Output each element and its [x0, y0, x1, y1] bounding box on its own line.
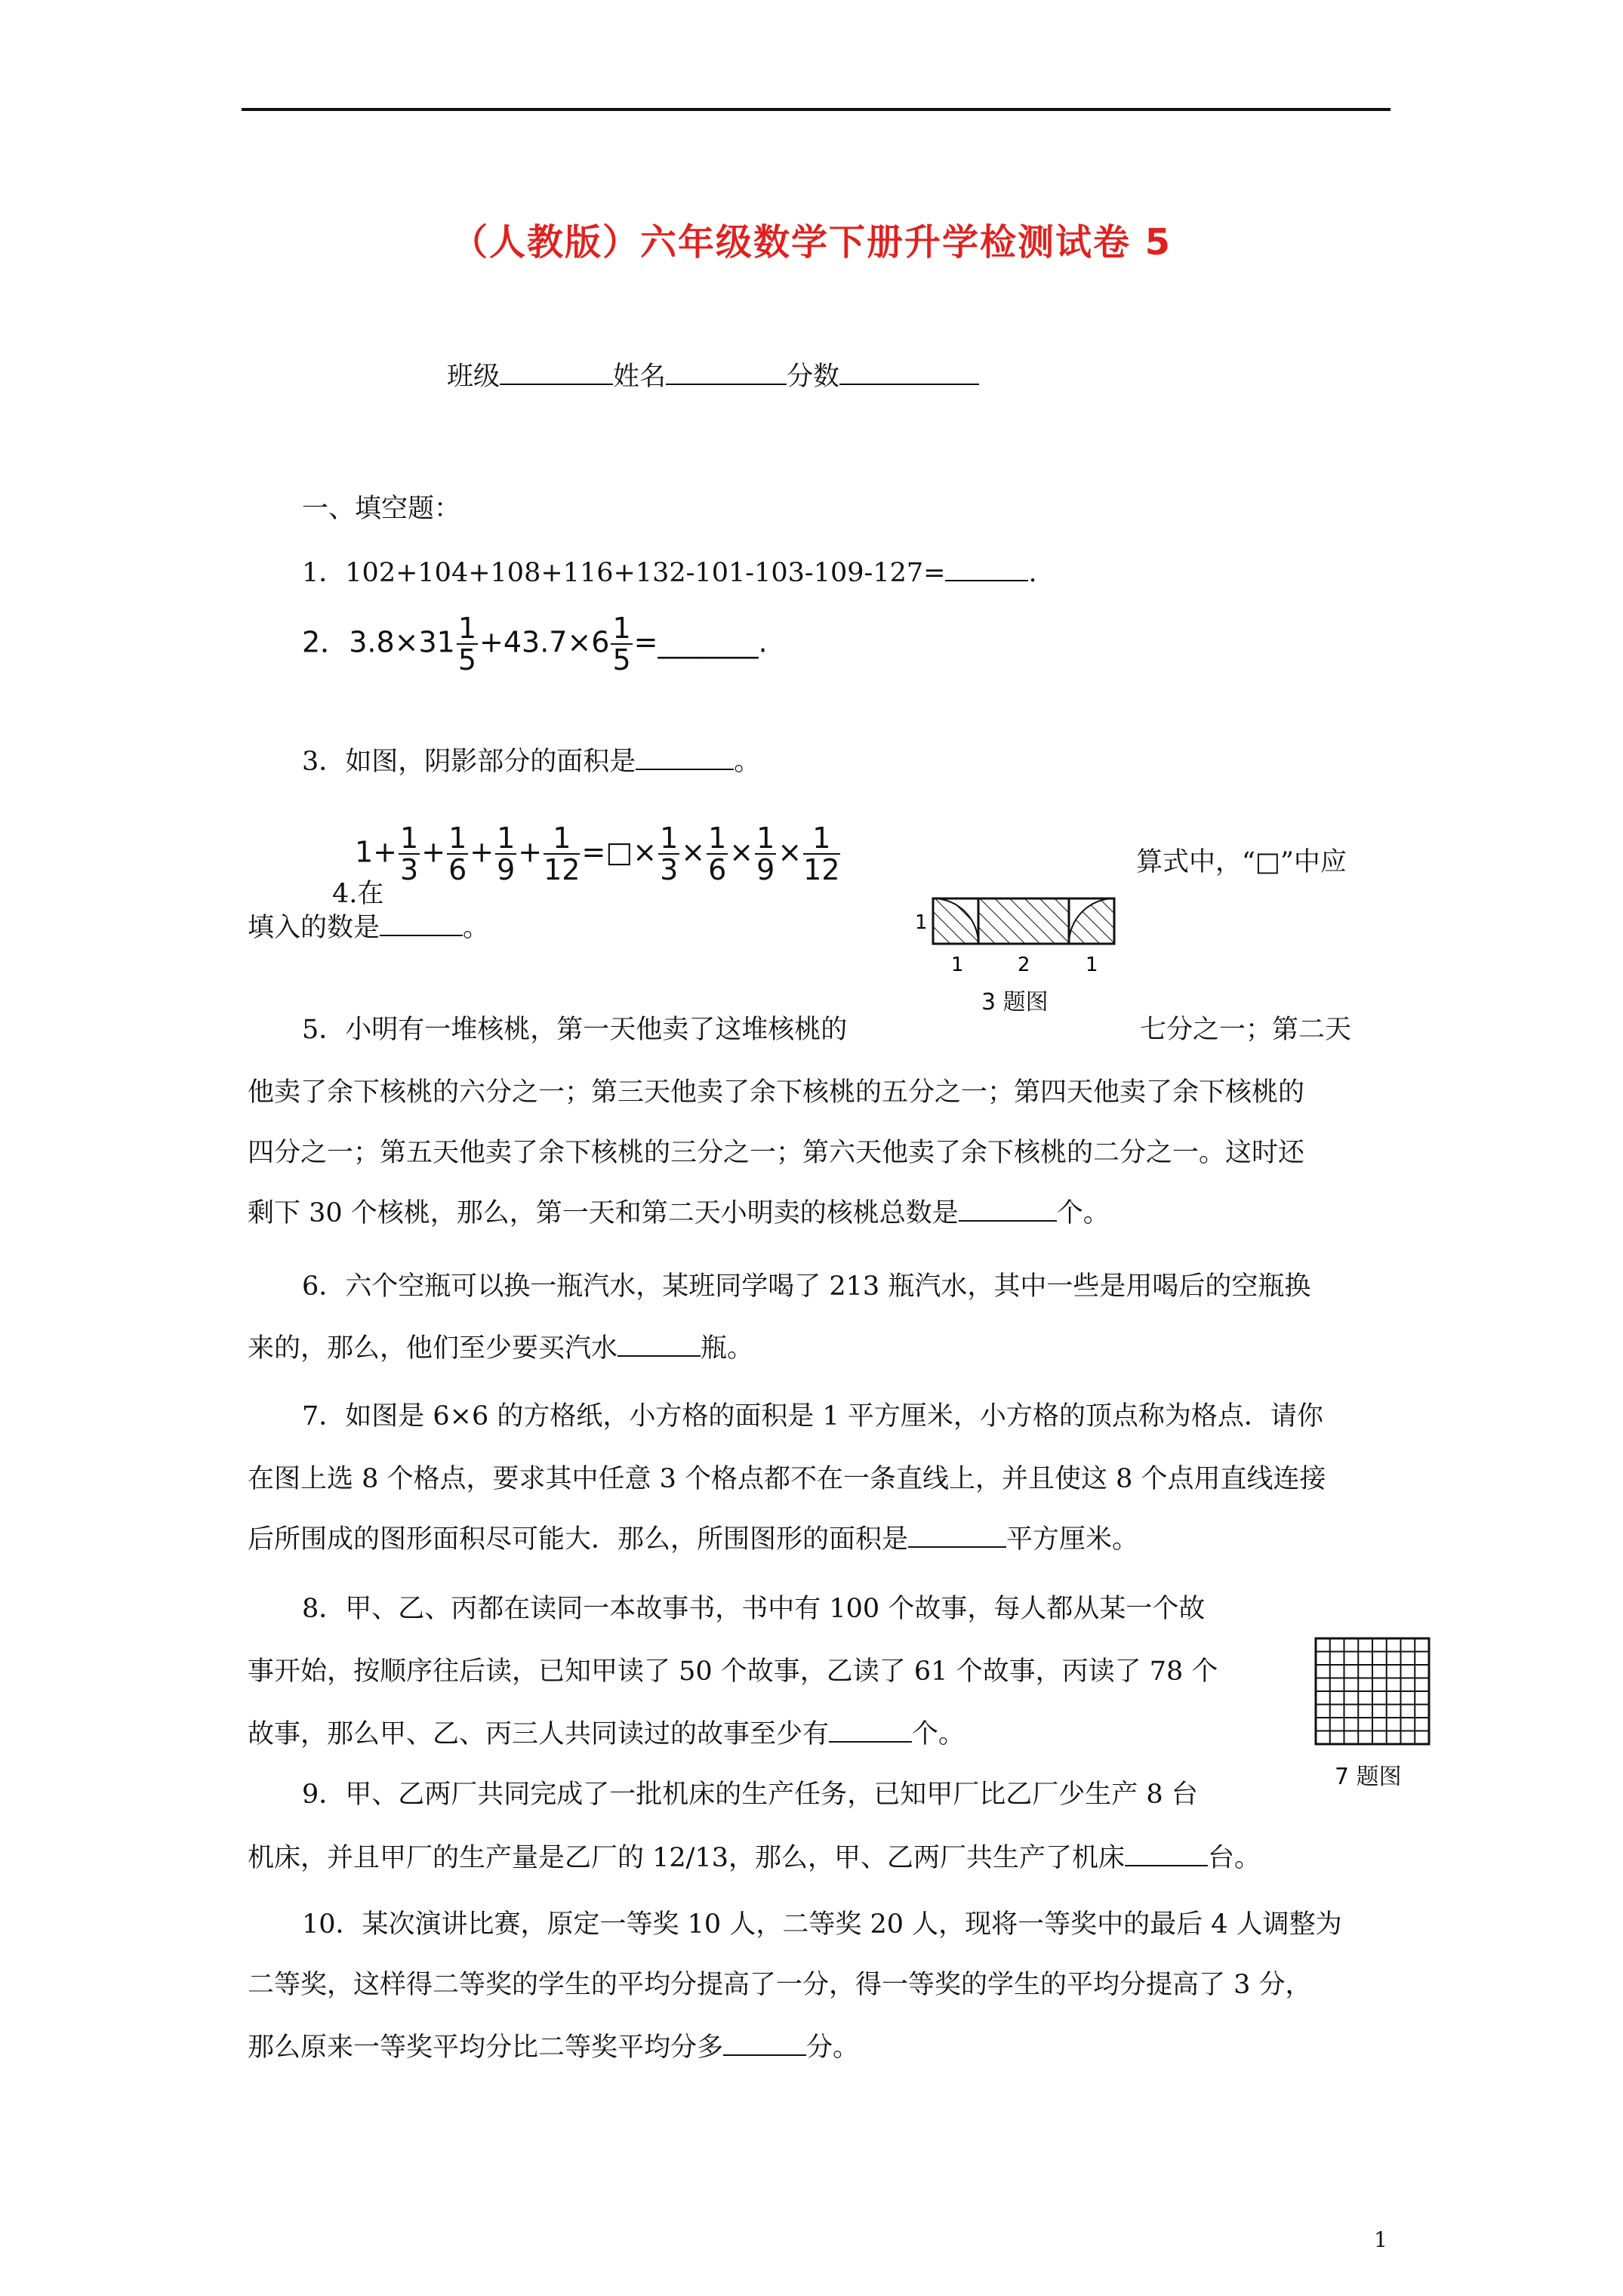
q5-line2: 他卖了余下核桃的六分之一；第三天他卖了余下核桃的五分之一；第四天他卖了余下核桃的 — [248, 1077, 1305, 1108]
fraction: $\frac{1}{5}$ — [612, 612, 631, 676]
q4-answer-blank[interactable] — [380, 911, 463, 936]
fig3-bottom-label: 1 — [1086, 954, 1098, 976]
q7-line1: 7．如图是 6×6 的方格纸，小方格的面积是 1 平方厘米，小方格的顶点称为格点．请你 — [302, 1401, 1323, 1432]
fig3-bottom-label: 1 — [951, 954, 964, 976]
page-title: （人教版）六年级数学下册升学检测试卷 5 — [451, 221, 1172, 264]
q6-answer-blank[interactable] — [617, 1331, 701, 1357]
class-label: 班级 — [447, 362, 500, 392]
fig3-bottom-label: 2 — [1018, 954, 1030, 976]
name-blank[interactable] — [666, 359, 787, 385]
q8-line3: 故事，那么甲、乙、丙三人共同读过的故事至少有 个。 — [248, 1716, 965, 1752]
q6-line2: 来的，那么，他们至少要买汽水 瓶。 — [248, 1330, 753, 1367]
q1-answer-blank[interactable] — [945, 556, 1028, 581]
class-blank[interactable] — [500, 359, 613, 385]
q5-line1b: 七分之一；第二天 — [1140, 1015, 1352, 1045]
section-heading: 一、填空题： — [302, 494, 461, 524]
q5-line1a: 5．小明有一堆核桃，第一天他卖了这堆核桃的 — [302, 1015, 848, 1045]
fig3-side-label: 1 — [915, 911, 928, 934]
q8-answer-blank[interactable] — [829, 1717, 912, 1743]
figure-7-grid — [1312, 1635, 1433, 1748]
name-label: 姓名 — [613, 362, 667, 392]
fig7-caption: 7 题图 — [1335, 1764, 1402, 1790]
student-info-line — [447, 359, 979, 395]
score-label: 分数 — [787, 362, 840, 392]
q8-line1: 8．甲、乙、丙都在读同一本故事书，书中有 100 个故事，每人都从某一个故 — [302, 1594, 1206, 1624]
q4-equation: 1+ $\frac{1}{3}$ + $\frac{1}{6}$ + $\frac{1}{9}$ + $\frac{1}{12}$ =□× $\frac{1}{3}$ × $\frac{1}{6}$ × $\frac{1}{9}$ × $\frac{1}{12}$ — [355, 821, 840, 886]
q10-answer-blank[interactable] — [723, 2030, 806, 2056]
question-2: 2．3.8×31 $\frac{1}{5}$ +43.7×6 $\frac{1}{5}$ =_______. — [302, 612, 768, 676]
q5-line4: 剩下 30 个核桃，那么，第一天和第二天小明卖的核桃总数是 个。 — [248, 1195, 1110, 1231]
score-blank[interactable] — [839, 359, 979, 385]
q3-answer-blank[interactable] — [636, 744, 734, 770]
q7-line3: 后所围成的图形面积尽可能大．那么，所围图形的面积是 平方厘米。 — [248, 1521, 1138, 1558]
q9-line1: 9．甲、乙两厂共同完成了一批机床的生产任务，已知甲厂比乙厂少生产 8 台 — [302, 1780, 1198, 1810]
question-1: 1．102+104+108+116+132-101-103-109-127= . — [302, 555, 1037, 591]
q4-tail: 算式中，“□”中应 — [1136, 847, 1347, 877]
q10-line3: 那么原来一等奖平均分比二等奖平均分多 分。 — [248, 2029, 859, 2066]
q5-line3: 四分之一；第五天他卖了余下核桃的三分之一；第六天他卖了余下核桃的二分之一。这时还 — [248, 1138, 1305, 1168]
q5-answer-blank[interactable] — [959, 1196, 1057, 1222]
q4-prefix: 4.在 — [332, 879, 384, 909]
q6-line1: 6．六个空瓶可以换一瓶汽水，某班同学喝了 213 瓶汽水，其中一些是用喝后的空瓶换 — [302, 1271, 1311, 1302]
q4-line2: 填入的数是 。 — [248, 910, 489, 946]
q9-line2: 机床，并且甲厂的生产量是乙厂的 12/13，那么，甲、乙两厂共生产了机床 台。 — [248, 1840, 1261, 1876]
q9-answer-blank[interactable] — [1125, 1841, 1208, 1866]
q7-answer-blank[interactable] — [908, 1522, 1006, 1548]
fig3-caption: 3 题图 — [981, 989, 1049, 1015]
question-3: 3．如图，阴影部分的面积是 。 — [302, 744, 760, 780]
q10-line1: 10．某次演讲比赛，原定一等奖 10 人，二等奖 20 人，现将一等奖中的最后 4 人调整为 — [302, 1909, 1342, 1940]
q10-line2: 二等奖，这样得二等奖的学生的平均分提高了一分，得一等奖的学生的平均分提高了 3 分， — [248, 1970, 1312, 2000]
q8-line2: 事开始，按顺序往后读，已知甲读了 50 个故事，乙读了 61 个故事，丙读了 78 个 — [248, 1657, 1218, 1687]
fraction: $\frac{1}{5}$ — [457, 612, 477, 676]
q7-line2: 在图上选 8 个格点，要求其中任意 3 个格点都不在一条直线上，并且使这 8 个点用直线连接 — [248, 1464, 1326, 1494]
header-rule — [242, 108, 1390, 111]
page-number: 1 — [1374, 2227, 1387, 2252]
